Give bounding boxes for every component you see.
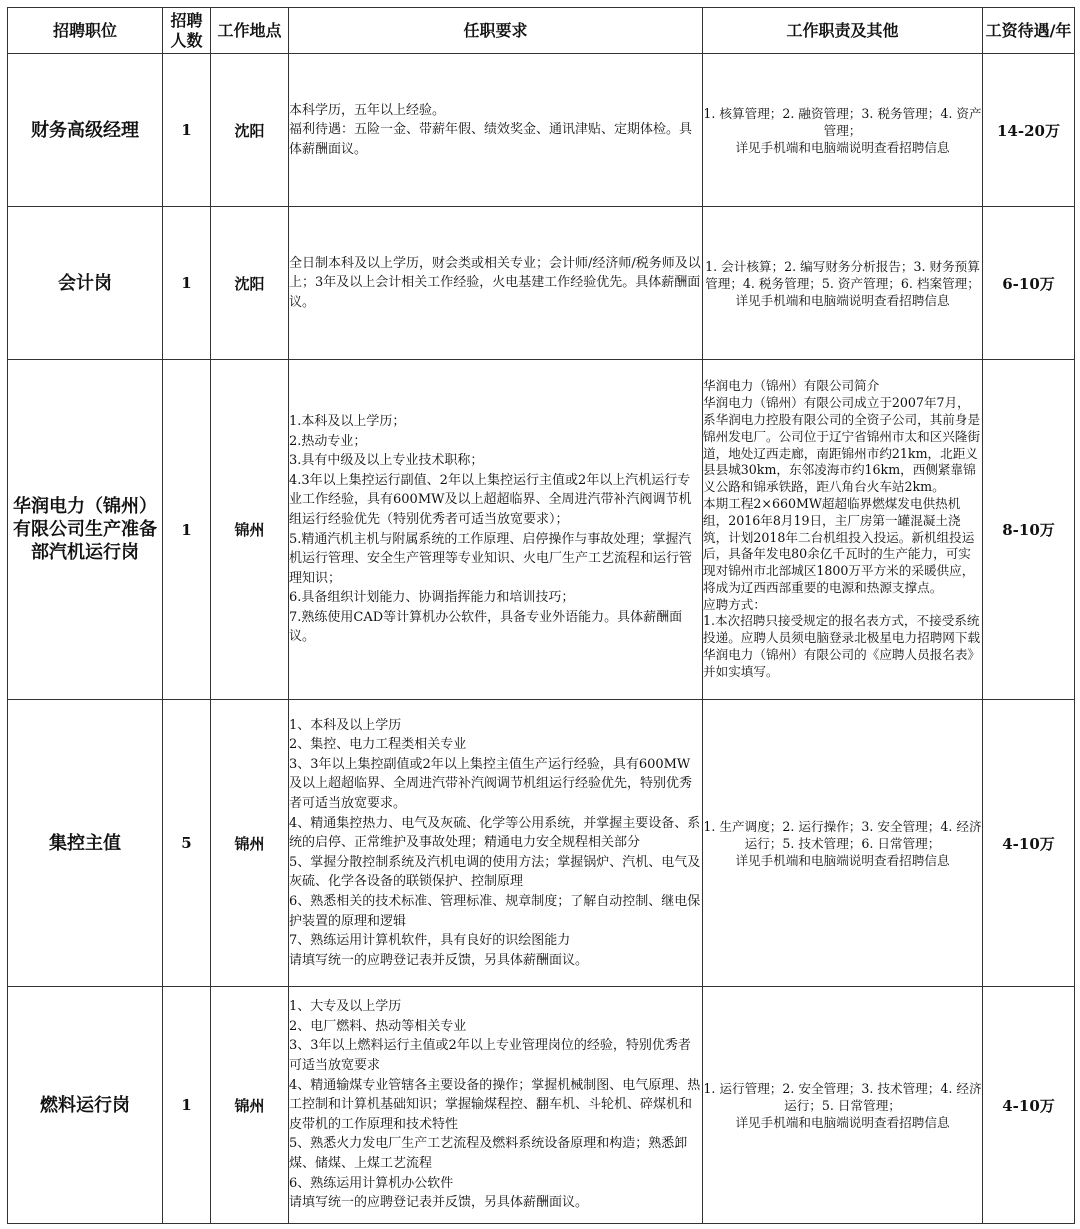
duty-line: 详见手机端和电脑端说明查看招聘信息 <box>735 1114 950 1130</box>
duty-line: 详见手机端和电脑端说明查看招聘信息 <box>735 139 950 155</box>
requirement-line: 6.具备组织计划能力、协调指挥能力和培训技巧； <box>289 590 575 606</box>
duty-line: 1. 会计核算；2. 编写财务分析报告；3. 财务预算管理；4. 税务管理；5. 资产管理；6. 档案管理； <box>705 258 980 291</box>
recruitment-table <box>7 7 1075 1224</box>
position-cell: 会计岗 <box>8 207 163 360</box>
requirement-line: 7.熟练使用CAD等计算机办公软件，具备专业外语能力。具体薪酬面议。 <box>289 609 683 645</box>
location-cell: 锦州 <box>211 700 289 987</box>
requirement-line: 4、精通输煤专业管辖各主要设备的操作；掌握机械制图、电气原理、热工控制和计算机基础知识；掌握输煤程控、翻车机、斗轮机、碎煤机和皮带机的工作原理和技术特性 <box>289 1077 701 1132</box>
duty-line: 本期工程2×660MW超超临界燃煤发电供热机组，2016年8月19日，主厂房第一罐混凝土浇筑，计划2018年二台机组投入投运。新机组投运后，具备年发电80余亿千瓦时的生产能力，可实现对锦州市北部城区1800万平方米的采暖供应，将成为辽西西部重要的电源和热源支撑点。 <box>703 495 975 595</box>
requirement-line: 6、熟练运用计算机办公软件 <box>289 1175 454 1191</box>
requirements-cell <box>289 987 703 1224</box>
requirement-line: 请填写统一的应聘登记表并反馈，另具体薪酬面议。 <box>289 952 589 968</box>
salary-cell: 4-10万 <box>983 987 1075 1224</box>
salary-cell: 6-10万 <box>983 207 1075 360</box>
position-cell: 华润电力（锦州）有限公司生产准备部汽机运行岗 <box>8 360 163 700</box>
requirement-line: 2、集控、电力工程类相关专业 <box>289 737 467 753</box>
duty-line: 详见手机端和电脑端说明查看招聘信息 <box>735 292 950 308</box>
count-cell: 1 <box>163 54 211 207</box>
requirement-line: 5.精通汽机主机与附属系统的工作原理、启停操作与事故处理；掌握汽机运行管理、安全生产管理等专业知识、火电厂生产工艺流程和运行管理知识； <box>289 531 693 586</box>
requirement-line: 1.本科及以上学历； <box>289 413 406 429</box>
count-cell: 1 <box>163 360 211 700</box>
requirement-line: 7、熟练运用计算机软件，具有良好的识绘图能力 <box>289 933 571 949</box>
duties-cell <box>703 360 983 700</box>
salary-cell: 8-10万 <box>983 360 1075 700</box>
table-row <box>8 987 1075 1224</box>
table-row <box>8 54 1075 207</box>
requirement-line: 6、熟悉相关的技术标准、管理标准、规章制度；了解自动控制、继电保护装置的原理和逻辑 <box>289 893 701 929</box>
requirement-line: 2.热动专业； <box>289 433 367 449</box>
location-cell: 锦州 <box>211 987 289 1224</box>
header-position: 招聘职位 <box>8 8 163 54</box>
header-requirements: 任职要求 <box>289 8 703 54</box>
position-cell: 集控主值 <box>8 700 163 987</box>
header-location: 工作地点 <box>211 8 289 54</box>
requirement-line: 3.具有中级及以上专业技术职称； <box>289 453 484 469</box>
table-header-row <box>8 8 1075 54</box>
salary-cell: 14-20万 <box>983 54 1075 207</box>
duties-cell <box>703 207 983 360</box>
duty-line: 应聘方式： <box>703 596 766 612</box>
requirement-line: 1、大专及以上学历 <box>289 999 402 1015</box>
requirement-line: 福利待遇：五险一金、带薪年假、绩效奖金、通讯津贴、定期体检。具体薪酬面议。 <box>289 122 693 157</box>
table-row <box>8 700 1075 987</box>
requirements-cell <box>289 700 703 987</box>
requirement-line: 请填写统一的应聘登记表并反馈，另具体薪酬面议。 <box>289 1195 589 1211</box>
requirement-line: 3、3年以上燃料运行主值或2年以上专业管理岗位的经验，特别优秀者可适当放宽要求 <box>289 1038 691 1074</box>
header-duties: 工作职责及其他 <box>703 8 983 54</box>
location-cell: 沈阳 <box>211 207 289 360</box>
duty-line: 详见手机端和电脑端说明查看招聘信息 <box>735 852 950 868</box>
position-cell: 财务高级经理 <box>8 54 163 207</box>
requirement-line: 5、熟悉火力发电厂生产工艺流程及燃料系统设备原理和构造；熟悉卸煤、储煤、上煤工艺流程 <box>289 1136 688 1171</box>
duties-cell <box>703 54 983 207</box>
requirement-line: 4.3年以上集控运行副值、2年以上集控运行主值或2年以上汽机运行专业工作经验，具有600MW及以上超超临界、全周进汽带补汽阀调节机组运行经验优先（特别优秀者可适当放宽要求）； <box>289 472 692 527</box>
duty-line: 华润电力（锦州）有限公司成立于2007年7月，系华润电力控股有限公司的全资子公司，其前身是锦州发电厂。公司位于辽宁省锦州市太和区兴隆街道，地处辽西走廊，南距锦州市约21km，北距义县县城30km，东邻凌海市约16km，西侧紧靠锦义公路和锦承铁路，距八角台火车站2km。 <box>703 395 981 495</box>
count-cell: 1 <box>163 207 211 360</box>
table-row <box>8 360 1075 700</box>
position-cell: 燃料运行岗 <box>8 987 163 1224</box>
requirements-cell <box>289 54 703 207</box>
count-cell: 5 <box>163 700 211 987</box>
duties-cell <box>703 700 983 987</box>
duty-line: 1. 核算管理；2. 融资管理；3. 税务管理；4. 资产管理； <box>703 105 982 138</box>
salary-cell: 4-10万 <box>983 700 1075 987</box>
requirement-line: 全日制本科及以上学历，财会类或相关专业；会计师/经济师/税务师及以上；3年及以上会计相关工作经验，火电基建工作经验优先。具体薪酬面议。 <box>289 255 701 310</box>
requirements-cell <box>289 360 703 700</box>
count-cell: 1 <box>163 987 211 1224</box>
requirement-line: 3、3年以上集控副值或2年以上集控主值生产运行经验，具有600MW及以上超超临界、全周进汽带补汽阀调节机组运行经验优先，特别优秀者可适当放宽要求。 <box>289 756 693 812</box>
duty-line: 1.本次招聘只接受规定的报名表方式，不接受系统投递。应聘人员须电脑登录北极星电力招聘网下载华润电力（锦州）有限公司的《应聘人员报名表》并如实填写。 <box>703 613 981 679</box>
duties-cell <box>703 987 983 1224</box>
duty-line: 华润电力（锦州）有限公司简介 <box>703 378 880 394</box>
header-salary: 工资待遇/年 <box>983 8 1075 54</box>
requirements-cell <box>289 207 703 360</box>
location-cell: 锦州 <box>211 360 289 700</box>
duty-line: 1. 运行管理；2. 安全管理；3. 技术管理；4. 经济运行；5. 日常管理； <box>703 1080 982 1113</box>
header-count: 招聘人数 <box>163 8 211 54</box>
duty-line: 1. 生产调度；2. 运行操作；3. 安全管理；4. 经济运行；5. 技术管理；6. 日常管理； <box>703 818 982 851</box>
requirement-line: 2、电厂燃料、热动等相关专业 <box>289 1018 467 1034</box>
location-cell: 沈阳 <box>211 54 289 207</box>
requirement-line: 本科学历，五年以上经验。 <box>289 102 446 118</box>
requirement-line: 4、精通集控热力、电气及灰硫、化学等公用系统，并掌握主要设备、系统的启停、正常维护及事故处理；精通电力安全规程相关部分 <box>289 815 701 851</box>
requirement-line: 5、掌握分散控制系统及汽机电调的使用方法；掌握锅炉、汽机、电气及灰硫、化学各设备的联锁保护、控制原理 <box>289 854 701 890</box>
table-row <box>8 207 1075 360</box>
requirement-line: 1、本科及以上学历 <box>289 717 402 733</box>
